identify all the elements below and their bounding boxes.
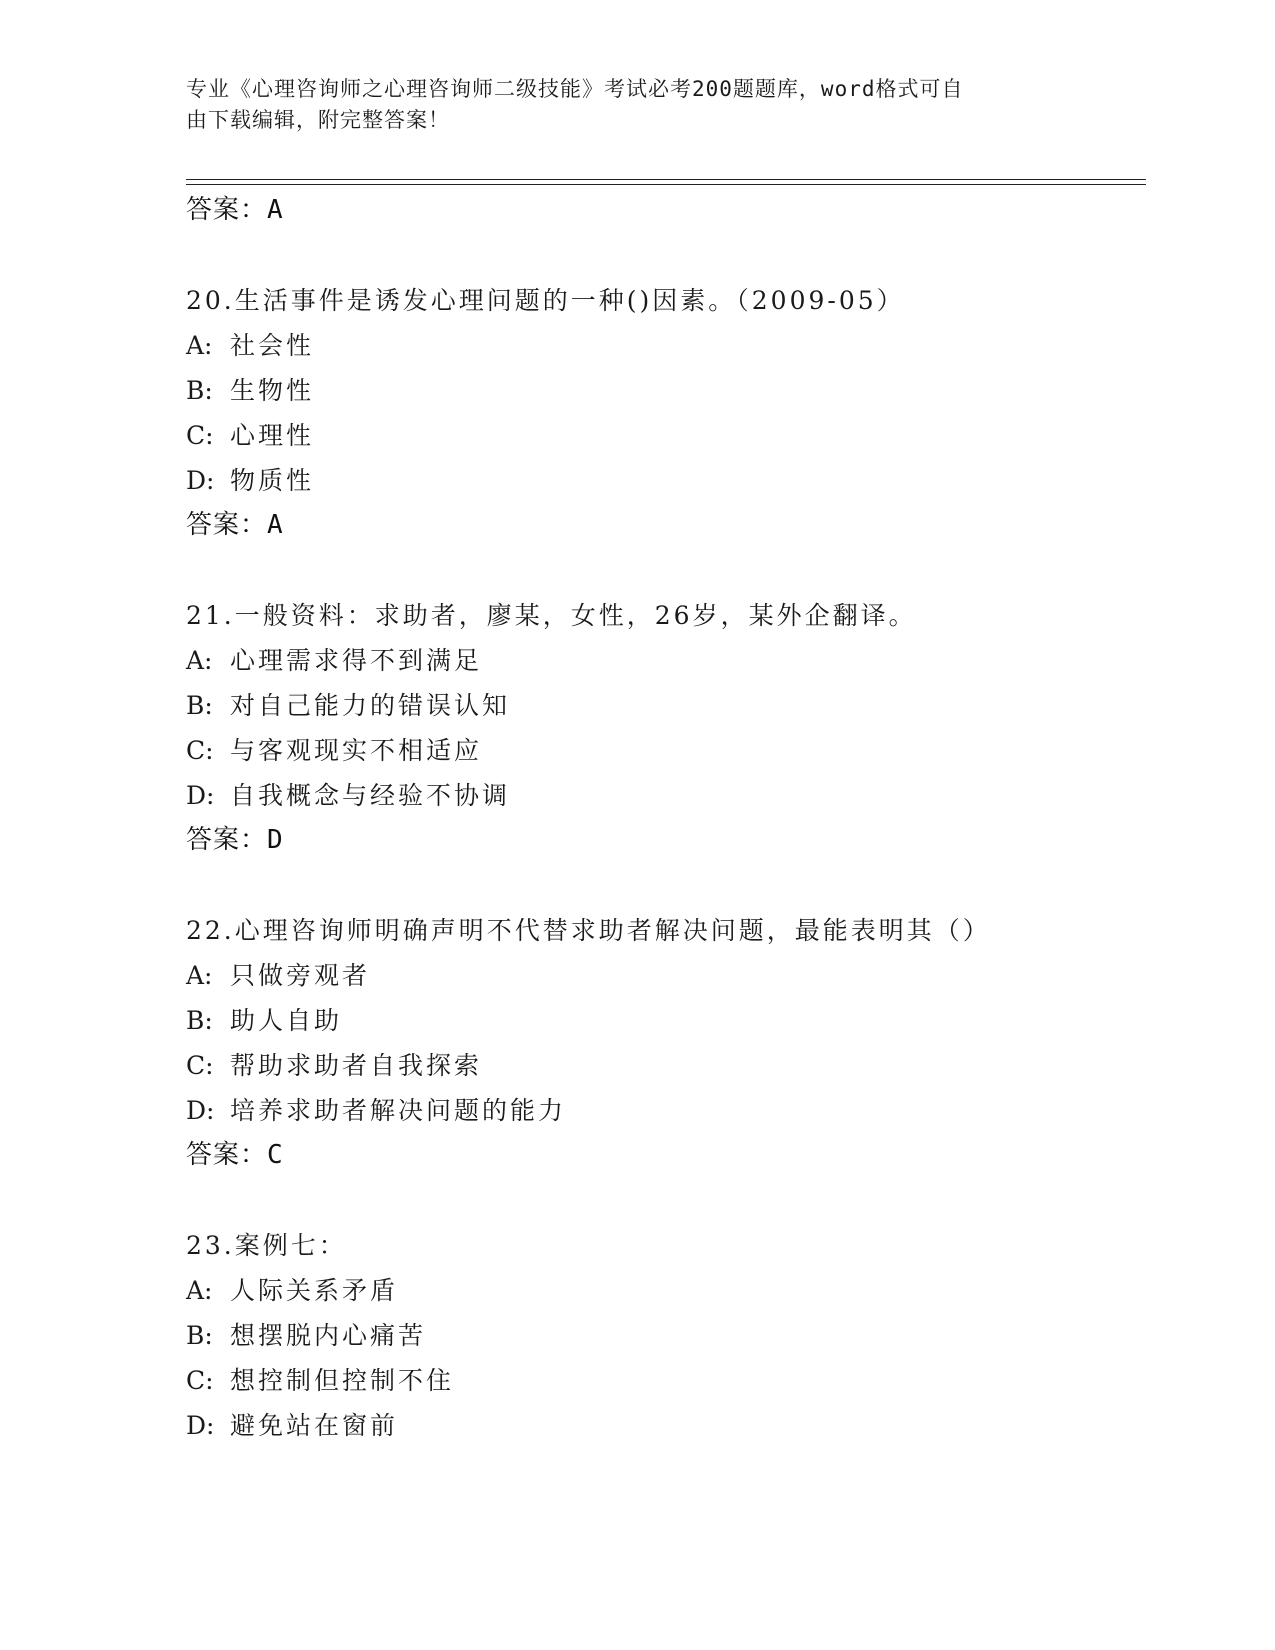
option-a xyxy=(186,953,1136,998)
answer-line xyxy=(186,503,1136,548)
question-title: 23.案例七： xyxy=(186,1231,347,1260)
option-d xyxy=(186,773,1136,818)
option-text: 想控制但控制不住 xyxy=(230,1366,455,1395)
header-line-2: 由下载编辑，附完整答案！ xyxy=(186,108,450,132)
header-divider-top xyxy=(186,179,1146,180)
question-list xyxy=(186,188,1136,1448)
question-item xyxy=(186,1223,1136,1448)
option-key: A: xyxy=(186,331,213,360)
question-title: 22.心理咨询师明确声明不代替求助者解决问题，最能表明其（） xyxy=(186,916,991,945)
option-c xyxy=(186,728,1136,773)
answer-label: 答案： xyxy=(186,510,268,540)
question-item xyxy=(186,278,1136,548)
option-key: C: xyxy=(186,1366,214,1395)
option-d xyxy=(186,1403,1136,1448)
option-text: 帮助求助者自我探索 xyxy=(230,1051,483,1080)
option-key: B: xyxy=(186,1321,213,1350)
option-text: 心理需求得不到满足 xyxy=(230,646,483,675)
header-divider-bottom xyxy=(186,184,1146,185)
header-line-1: 专业《心理咨询师之心理咨询师二级技能》考试必考200题题库，word格式可自 xyxy=(186,77,964,101)
option-text: 培养求助者解决问题的能力 xyxy=(230,1096,567,1125)
option-d xyxy=(186,1088,1136,1133)
answer-line xyxy=(186,818,1136,863)
question-title: 21.一般资料：求助者，廖某，女性，26岁，某外企翻译。 xyxy=(186,601,917,630)
option-c xyxy=(186,413,1136,458)
option-c xyxy=(186,1043,1136,1088)
option-b xyxy=(186,683,1136,728)
answer-line xyxy=(186,1133,1136,1178)
answer-value: A xyxy=(267,510,284,540)
option-text: 心理性 xyxy=(230,421,315,450)
option-key: C: xyxy=(186,421,214,450)
option-key: B: xyxy=(186,376,213,405)
option-key: D: xyxy=(186,466,215,495)
option-key: D: xyxy=(186,1411,215,1440)
option-text: 自我概念与经验不协调 xyxy=(230,781,511,810)
question-item xyxy=(186,593,1136,863)
option-key: A: xyxy=(186,646,213,675)
option-text: 社会性 xyxy=(230,331,315,360)
answer-label: 答案： xyxy=(186,825,268,855)
option-text: 人际关系矛盾 xyxy=(230,1276,399,1305)
option-text: 想摆脱内心痛苦 xyxy=(230,1321,427,1350)
option-text: 与客观现实不相适应 xyxy=(230,736,483,765)
document-header xyxy=(186,74,1066,136)
answer-label: 答案： xyxy=(186,1140,268,1170)
option-a xyxy=(186,638,1136,683)
option-text: 对自己能力的错误认知 xyxy=(230,691,511,720)
option-key: D: xyxy=(186,1096,215,1125)
option-key: A: xyxy=(186,1276,213,1305)
option-key: B: xyxy=(186,691,213,720)
question-title: 20.生活事件是诱发心理问题的一种()因素。（2009-05） xyxy=(186,286,905,315)
answer-value: D xyxy=(267,825,284,855)
option-key: D: xyxy=(186,781,215,810)
answer-label: 答案： xyxy=(186,195,268,225)
option-key: C: xyxy=(186,1051,214,1080)
option-b xyxy=(186,1313,1136,1358)
option-a xyxy=(186,1268,1136,1313)
option-b xyxy=(186,998,1136,1043)
option-key: B: xyxy=(186,1006,213,1035)
option-b xyxy=(186,368,1136,413)
answer-value: A xyxy=(267,195,284,225)
question-item xyxy=(186,908,1136,1178)
option-text: 生物性 xyxy=(230,376,315,405)
option-a xyxy=(186,323,1136,368)
option-text: 只做旁观者 xyxy=(230,961,371,990)
answer-value: C xyxy=(267,1140,284,1170)
answer-line xyxy=(186,188,1136,233)
option-text: 助人自助 xyxy=(230,1006,343,1035)
option-d xyxy=(186,458,1136,503)
option-key: A: xyxy=(186,961,213,990)
option-c xyxy=(186,1358,1136,1403)
option-key: C: xyxy=(186,736,214,765)
option-text: 避免站在窗前 xyxy=(230,1411,399,1440)
option-text: 物质性 xyxy=(230,466,315,495)
